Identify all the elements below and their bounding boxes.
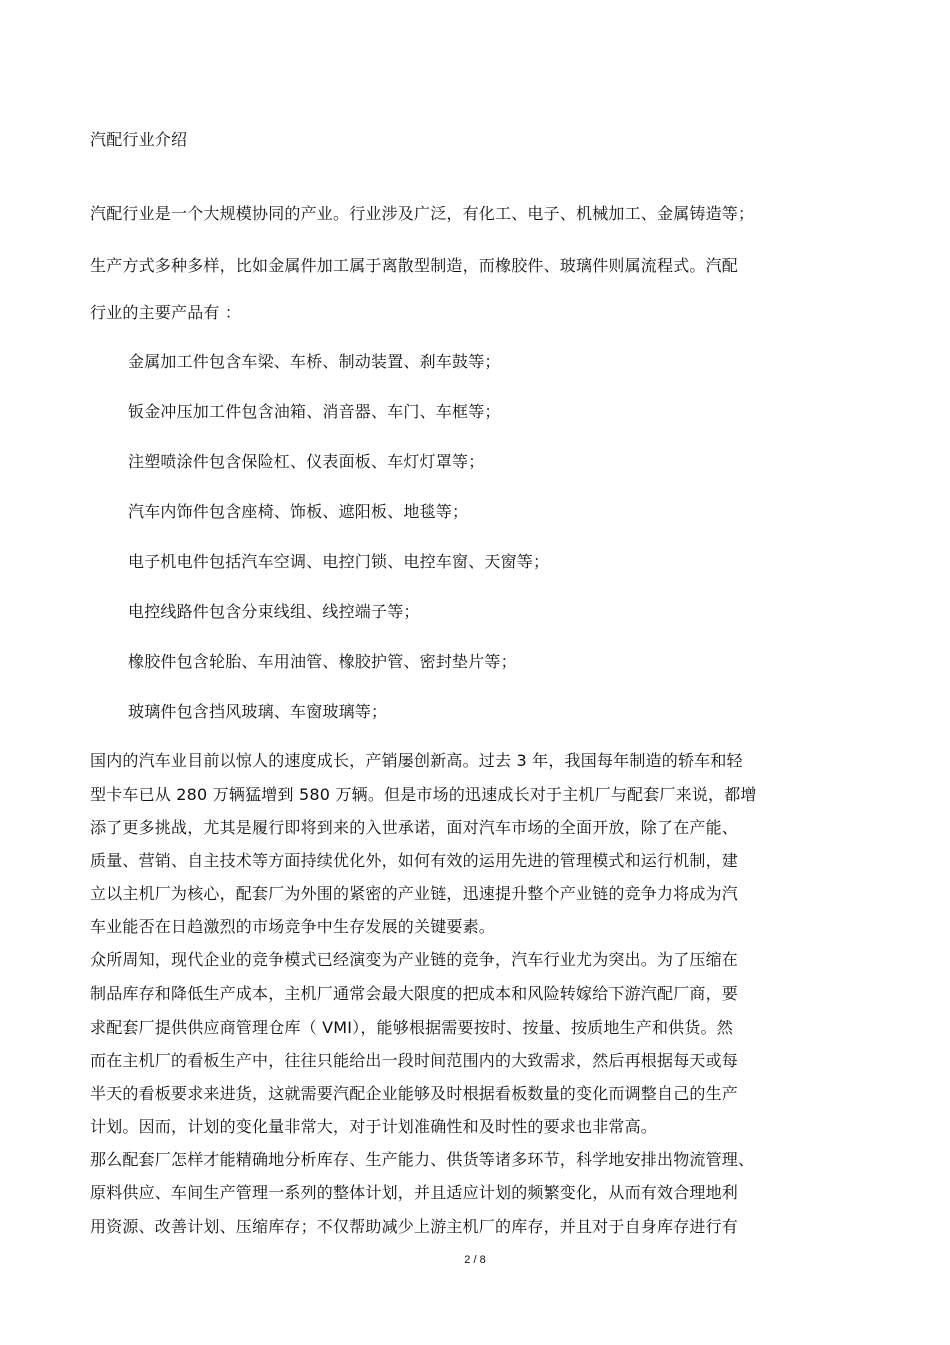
- paragraph-line: 计划。因而，计划的变化量非常大，对于计划准确性和及时性的要求也非常高。: [90, 1117, 658, 1136]
- product-item: 橡胶件包含轮胎、车用油管、橡胶护管、密封垫片等；: [128, 652, 517, 671]
- paragraph-line: 车业能否在日趋激烈的市场竞争中生存发展的关键要素。: [90, 917, 496, 936]
- product-item: 金属加工件包含车梁、车桥、制动装置、刹车鼓等；: [128, 352, 501, 371]
- page-number: 2 / 8: [464, 1254, 486, 1266]
- product-item: 电子机电件包括汽车空调、电控门锁、电控车窗、天窗等；: [128, 552, 550, 571]
- paragraph-line: 国内的汽车业目前以惊人的速度成长，产销屡创新高。过去 3 年，我国每年制造的轿车和轻: [90, 751, 743, 770]
- product-item: 玻璃件包含挡风玻璃、车窗玻璃等；: [128, 702, 388, 721]
- paragraph-line: 众所周知，现代企业的竞争模式已经演变为产业链的竞争，汽车行业尤为突出。为了压缩在: [90, 950, 739, 969]
- document-title: 汽配行业介绍: [90, 130, 188, 149]
- paragraph-line: 添了更多挑战，尤其是履行即将到来的入世承诺，面对汽车市场的全面开放，除了在产能、: [90, 818, 739, 837]
- paragraph-line: 而在主机厂的看板生产中，往往只能给出一段时间范围内的大致需求，然后再根据每天或每: [90, 1051, 739, 1070]
- paragraph-line: 立以主机厂为核心，配套厂为外围的紧密的产业链，迅速提升整个产业链的竞争力将成为汽: [90, 884, 739, 903]
- product-item: 注塑喷涂件包含保险杠、仪表面板、车灯灯罩等；: [128, 452, 485, 471]
- paragraph-line: 制品库存和降低生产成本，主机厂通常会最大限度的把成本和风险转嫁给下游汽配厂商，要: [90, 984, 739, 1003]
- paragraph-line: 求配套厂提供供应商管理仓库（ VMI），能够根据需要按时、按量、按质地生产和供货。然: [90, 1018, 733, 1037]
- paragraph-line: 用资源、改善计划、压缩库存；不仅帮助减少上游主机厂的库存，并且对于自身库存进行有: [90, 1217, 739, 1236]
- intro-line: 生产方式多种多样，比如金属件加工属于离散型制造，而橡胶件、玻璃件则属流程式。汽配: [90, 256, 739, 275]
- paragraph-line: 半天的看板要求来进货，这就需要汽配企业能够及时根据看板数量的变化而调整自己的生产: [90, 1084, 739, 1103]
- product-item: 钣金冲压加工件包含油箱、消音器、车门、车框等；: [128, 402, 501, 421]
- paragraph-line: 那么配套厂怎样才能精确地分析库存、生产能力、供货等诸多环节，科学地安排出物流管理、: [90, 1150, 755, 1169]
- intro-line: 汽配行业是一个大规模协同的产业。行业涉及广泛，有化工、电子、机械加工、金属铸造等；: [90, 204, 755, 223]
- product-item: 电控线路件包含分束线组、线控端子等；: [128, 602, 420, 621]
- paragraph-line: 型卡车已从 280 万辆猛增到 580 万辆。但是市场的迅速成长对于主机厂与配套厂来说，都增: [90, 785, 757, 804]
- paragraph-line: 原料供应、车间生产管理一系列的整体计划，并且适应计划的频繁变化，从而有效合理地利: [90, 1183, 739, 1202]
- paragraph-line: 质量、营销、自主技术等方面持续优化外，如何有效的运用先进的管理模式和运行机制，建: [90, 851, 739, 870]
- product-item: 汽车内饰件包含座椅、饰板、遮阳板、地毯等；: [128, 502, 469, 521]
- intro-line: 行业的主要产品有 ：: [90, 303, 242, 322]
